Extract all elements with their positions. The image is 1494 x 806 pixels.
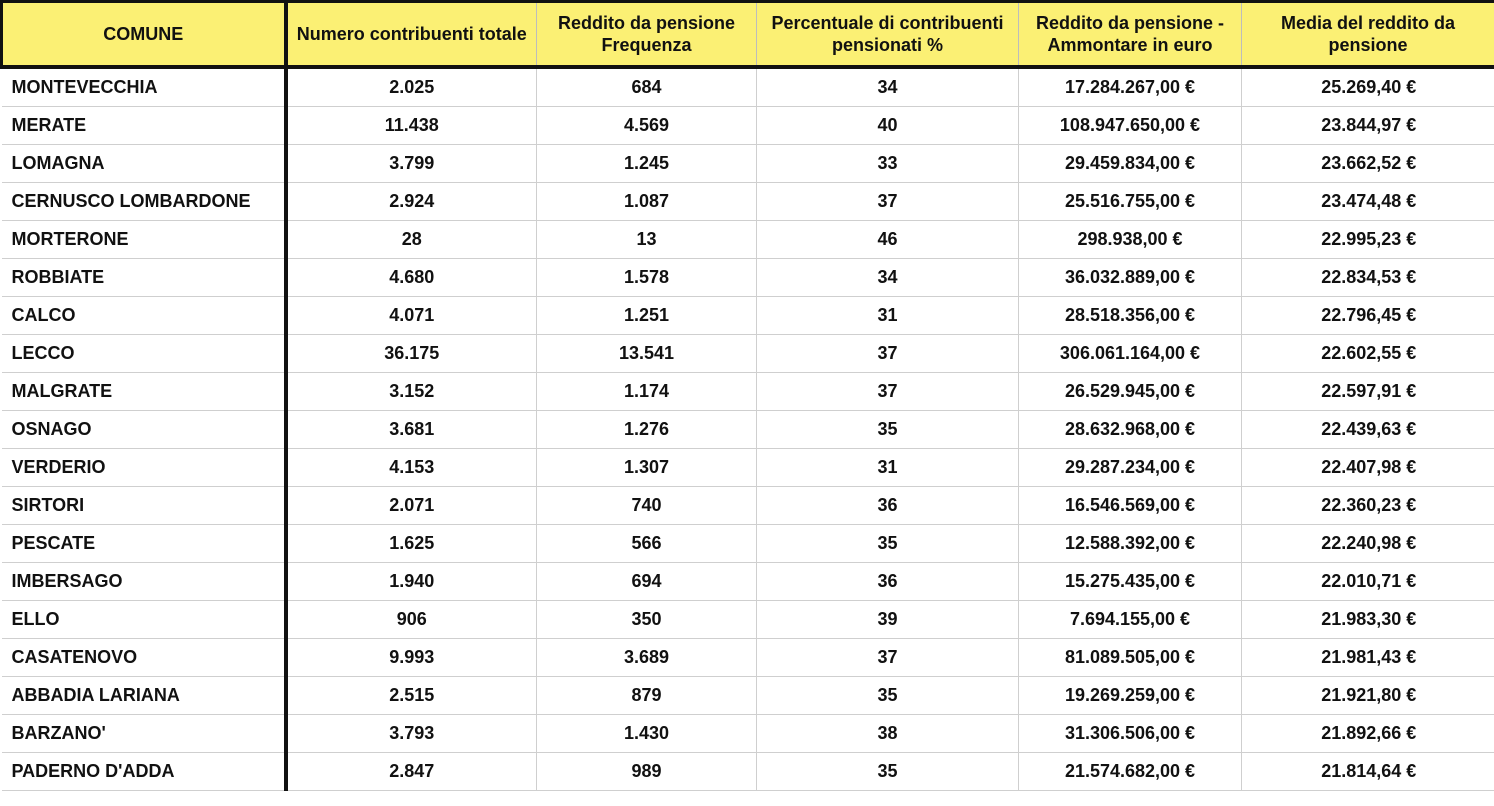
table-row: [2, 297, 1494, 335]
cell-reddito-ammontare: 306.061.164,00 €: [1019, 335, 1242, 373]
cell-comune: IMBERSAGO: [2, 563, 286, 601]
cell-reddito-frequenza: 1.251: [537, 297, 757, 335]
cell-percentuale-pensionati: 35: [757, 411, 1019, 449]
cell-percentuale-pensionati: 33: [757, 145, 1019, 183]
cell-numero-contribuenti: 3.793: [286, 715, 537, 753]
cell-percentuale-pensionati: 35: [757, 753, 1019, 791]
cell-reddito-frequenza: 684: [537, 67, 757, 107]
cell-comune: PADERNO D'ADDA: [2, 753, 286, 791]
table-body: [2, 67, 1494, 791]
cell-reddito-frequenza: 879: [537, 677, 757, 715]
cell-percentuale-pensionati: 35: [757, 677, 1019, 715]
cell-numero-contribuenti: 9.993: [286, 639, 537, 677]
table-row: [2, 335, 1494, 373]
column-header-comune: COMUNE: [2, 2, 286, 68]
cell-comune: VERDERIO: [2, 449, 286, 487]
cell-numero-contribuenti: 2.515: [286, 677, 537, 715]
cell-reddito-ammontare: 298.938,00 €: [1019, 221, 1242, 259]
cell-percentuale-pensionati: 46: [757, 221, 1019, 259]
table-row: [2, 411, 1494, 449]
cell-comune: CERNUSCO LOMBARDONE: [2, 183, 286, 221]
table-row: [2, 259, 1494, 297]
cell-reddito-frequenza: 1.578: [537, 259, 757, 297]
cell-reddito-ammontare: 25.516.755,00 €: [1019, 183, 1242, 221]
column-header-reddito-ammontare: Reddito da pensione -Ammontare in euro: [1019, 2, 1242, 68]
cell-numero-contribuenti: 1.625: [286, 525, 537, 563]
cell-media-reddito: 23.662,52 €: [1242, 145, 1494, 183]
cell-percentuale-pensionati: 34: [757, 67, 1019, 107]
cell-numero-contribuenti: 3.152: [286, 373, 537, 411]
cell-percentuale-pensionati: 37: [757, 183, 1019, 221]
column-header-reddito-frequenza: Reddito da pensione Frequenza: [537, 2, 757, 68]
cell-reddito-frequenza: 740: [537, 487, 757, 525]
cell-reddito-frequenza: 566: [537, 525, 757, 563]
cell-media-reddito: 21.981,43 €: [1242, 639, 1494, 677]
cell-reddito-frequenza: 13: [537, 221, 757, 259]
cell-percentuale-pensionati: 35: [757, 525, 1019, 563]
cell-percentuale-pensionati: 37: [757, 335, 1019, 373]
cell-comune: PESCATE: [2, 525, 286, 563]
cell-numero-contribuenti: 2.071: [286, 487, 537, 525]
cell-comune: CASATENOVO: [2, 639, 286, 677]
cell-comune: ABBADIA LARIANA: [2, 677, 286, 715]
cell-reddito-ammontare: 15.275.435,00 €: [1019, 563, 1242, 601]
cell-percentuale-pensionati: 36: [757, 487, 1019, 525]
cell-reddito-ammontare: 28.632.968,00 €: [1019, 411, 1242, 449]
cell-numero-contribuenti: 2.025: [286, 67, 537, 107]
column-header-percentuale-pensionati: Percentuale di contribuenti pensionati %: [757, 2, 1019, 68]
cell-comune: OSNAGO: [2, 411, 286, 449]
cell-percentuale-pensionati: 37: [757, 639, 1019, 677]
cell-reddito-frequenza: 1.307: [537, 449, 757, 487]
table-row: [2, 753, 1494, 791]
cell-media-reddito: 22.995,23 €: [1242, 221, 1494, 259]
cell-numero-contribuenti: 1.940: [286, 563, 537, 601]
cell-numero-contribuenti: 906: [286, 601, 537, 639]
cell-percentuale-pensionati: 31: [757, 297, 1019, 335]
cell-reddito-frequenza: 13.541: [537, 335, 757, 373]
cell-percentuale-pensionati: 31: [757, 449, 1019, 487]
cell-reddito-ammontare: 29.459.834,00 €: [1019, 145, 1242, 183]
cell-comune: LOMAGNA: [2, 145, 286, 183]
cell-media-reddito: 22.407,98 €: [1242, 449, 1494, 487]
table-row: [2, 487, 1494, 525]
cell-media-reddito: 21.892,66 €: [1242, 715, 1494, 753]
cell-reddito-ammontare: 31.306.506,00 €: [1019, 715, 1242, 753]
cell-numero-contribuenti: 4.071: [286, 297, 537, 335]
table-row: [2, 449, 1494, 487]
table-row: [2, 373, 1494, 411]
cell-media-reddito: 21.921,80 €: [1242, 677, 1494, 715]
cell-numero-contribuenti: 4.153: [286, 449, 537, 487]
cell-comune: ROBBIATE: [2, 259, 286, 297]
cell-reddito-ammontare: 7.694.155,00 €: [1019, 601, 1242, 639]
table-row: [2, 67, 1494, 107]
cell-comune: CALCO: [2, 297, 286, 335]
cell-numero-contribuenti: 3.799: [286, 145, 537, 183]
table-header: [2, 2, 1494, 68]
cell-reddito-ammontare: 29.287.234,00 €: [1019, 449, 1242, 487]
table-row: [2, 221, 1494, 259]
table-row: [2, 563, 1494, 601]
column-header-media-reddito: Media del reddito da pensione: [1242, 2, 1494, 68]
cell-media-reddito: 22.796,45 €: [1242, 297, 1494, 335]
cell-numero-contribuenti: 36.175: [286, 335, 537, 373]
cell-percentuale-pensionati: 36: [757, 563, 1019, 601]
cell-reddito-ammontare: 19.269.259,00 €: [1019, 677, 1242, 715]
cell-media-reddito: 21.983,30 €: [1242, 601, 1494, 639]
table-row: [2, 145, 1494, 183]
cell-reddito-frequenza: 989: [537, 753, 757, 791]
table-row: [2, 601, 1494, 639]
cell-percentuale-pensionati: 37: [757, 373, 1019, 411]
cell-reddito-ammontare: 36.032.889,00 €: [1019, 259, 1242, 297]
cell-reddito-ammontare: 12.588.392,00 €: [1019, 525, 1242, 563]
cell-media-reddito: 22.597,91 €: [1242, 373, 1494, 411]
cell-comune: MALGRATE: [2, 373, 286, 411]
cell-reddito-frequenza: 1.276: [537, 411, 757, 449]
cell-media-reddito: 22.360,23 €: [1242, 487, 1494, 525]
cell-reddito-frequenza: 1.245: [537, 145, 757, 183]
table-row: [2, 107, 1494, 145]
cell-percentuale-pensionati: 39: [757, 601, 1019, 639]
cell-media-reddito: 22.240,98 €: [1242, 525, 1494, 563]
cell-media-reddito: 23.844,97 €: [1242, 107, 1494, 145]
cell-media-reddito: 22.010,71 €: [1242, 563, 1494, 601]
cell-media-reddito: 21.814,64 €: [1242, 753, 1494, 791]
cell-comune: MONTEVECCHIA: [2, 67, 286, 107]
cell-media-reddito: 23.474,48 €: [1242, 183, 1494, 221]
cell-comune: MORTERONE: [2, 221, 286, 259]
cell-comune: BARZANO': [2, 715, 286, 753]
cell-comune: LECCO: [2, 335, 286, 373]
cell-reddito-ammontare: 21.574.682,00 €: [1019, 753, 1242, 791]
cell-reddito-frequenza: 694: [537, 563, 757, 601]
cell-media-reddito: 22.834,53 €: [1242, 259, 1494, 297]
cell-media-reddito: 22.439,63 €: [1242, 411, 1494, 449]
cell-comune: SIRTORI: [2, 487, 286, 525]
cell-reddito-frequenza: 4.569: [537, 107, 757, 145]
cell-reddito-frequenza: 1.174: [537, 373, 757, 411]
table-row: [2, 639, 1494, 677]
cell-comune: ELLO: [2, 601, 286, 639]
cell-media-reddito: 22.602,55 €: [1242, 335, 1494, 373]
cell-reddito-ammontare: 26.529.945,00 €: [1019, 373, 1242, 411]
cell-percentuale-pensionati: 40: [757, 107, 1019, 145]
cell-percentuale-pensionati: 38: [757, 715, 1019, 753]
table-row: [2, 715, 1494, 753]
cell-numero-contribuenti: 3.681: [286, 411, 537, 449]
cell-numero-contribuenti: 4.680: [286, 259, 537, 297]
cell-numero-contribuenti: 28: [286, 221, 537, 259]
table-row: [2, 183, 1494, 221]
table-row: [2, 677, 1494, 715]
cell-reddito-ammontare: 108.947.650,00 €: [1019, 107, 1242, 145]
cell-reddito-ammontare: 17.284.267,00 €: [1019, 67, 1242, 107]
cell-reddito-ammontare: 81.089.505,00 €: [1019, 639, 1242, 677]
column-header-numero-contribuenti: Numero contribuenti totale: [286, 2, 537, 68]
cell-media-reddito: 25.269,40 €: [1242, 67, 1494, 107]
cell-reddito-ammontare: 28.518.356,00 €: [1019, 297, 1242, 335]
cell-percentuale-pensionati: 34: [757, 259, 1019, 297]
cell-numero-contribuenti: 11.438: [286, 107, 537, 145]
cell-numero-contribuenti: 2.924: [286, 183, 537, 221]
header-row: [2, 2, 1494, 68]
cell-reddito-frequenza: 350: [537, 601, 757, 639]
cell-numero-contribuenti: 2.847: [286, 753, 537, 791]
cell-comune: MERATE: [2, 107, 286, 145]
table-row: [2, 525, 1494, 563]
cell-reddito-frequenza: 3.689: [537, 639, 757, 677]
cell-reddito-frequenza: 1.087: [537, 183, 757, 221]
cell-reddito-frequenza: 1.430: [537, 715, 757, 753]
cell-reddito-ammontare: 16.546.569,00 €: [1019, 487, 1242, 525]
